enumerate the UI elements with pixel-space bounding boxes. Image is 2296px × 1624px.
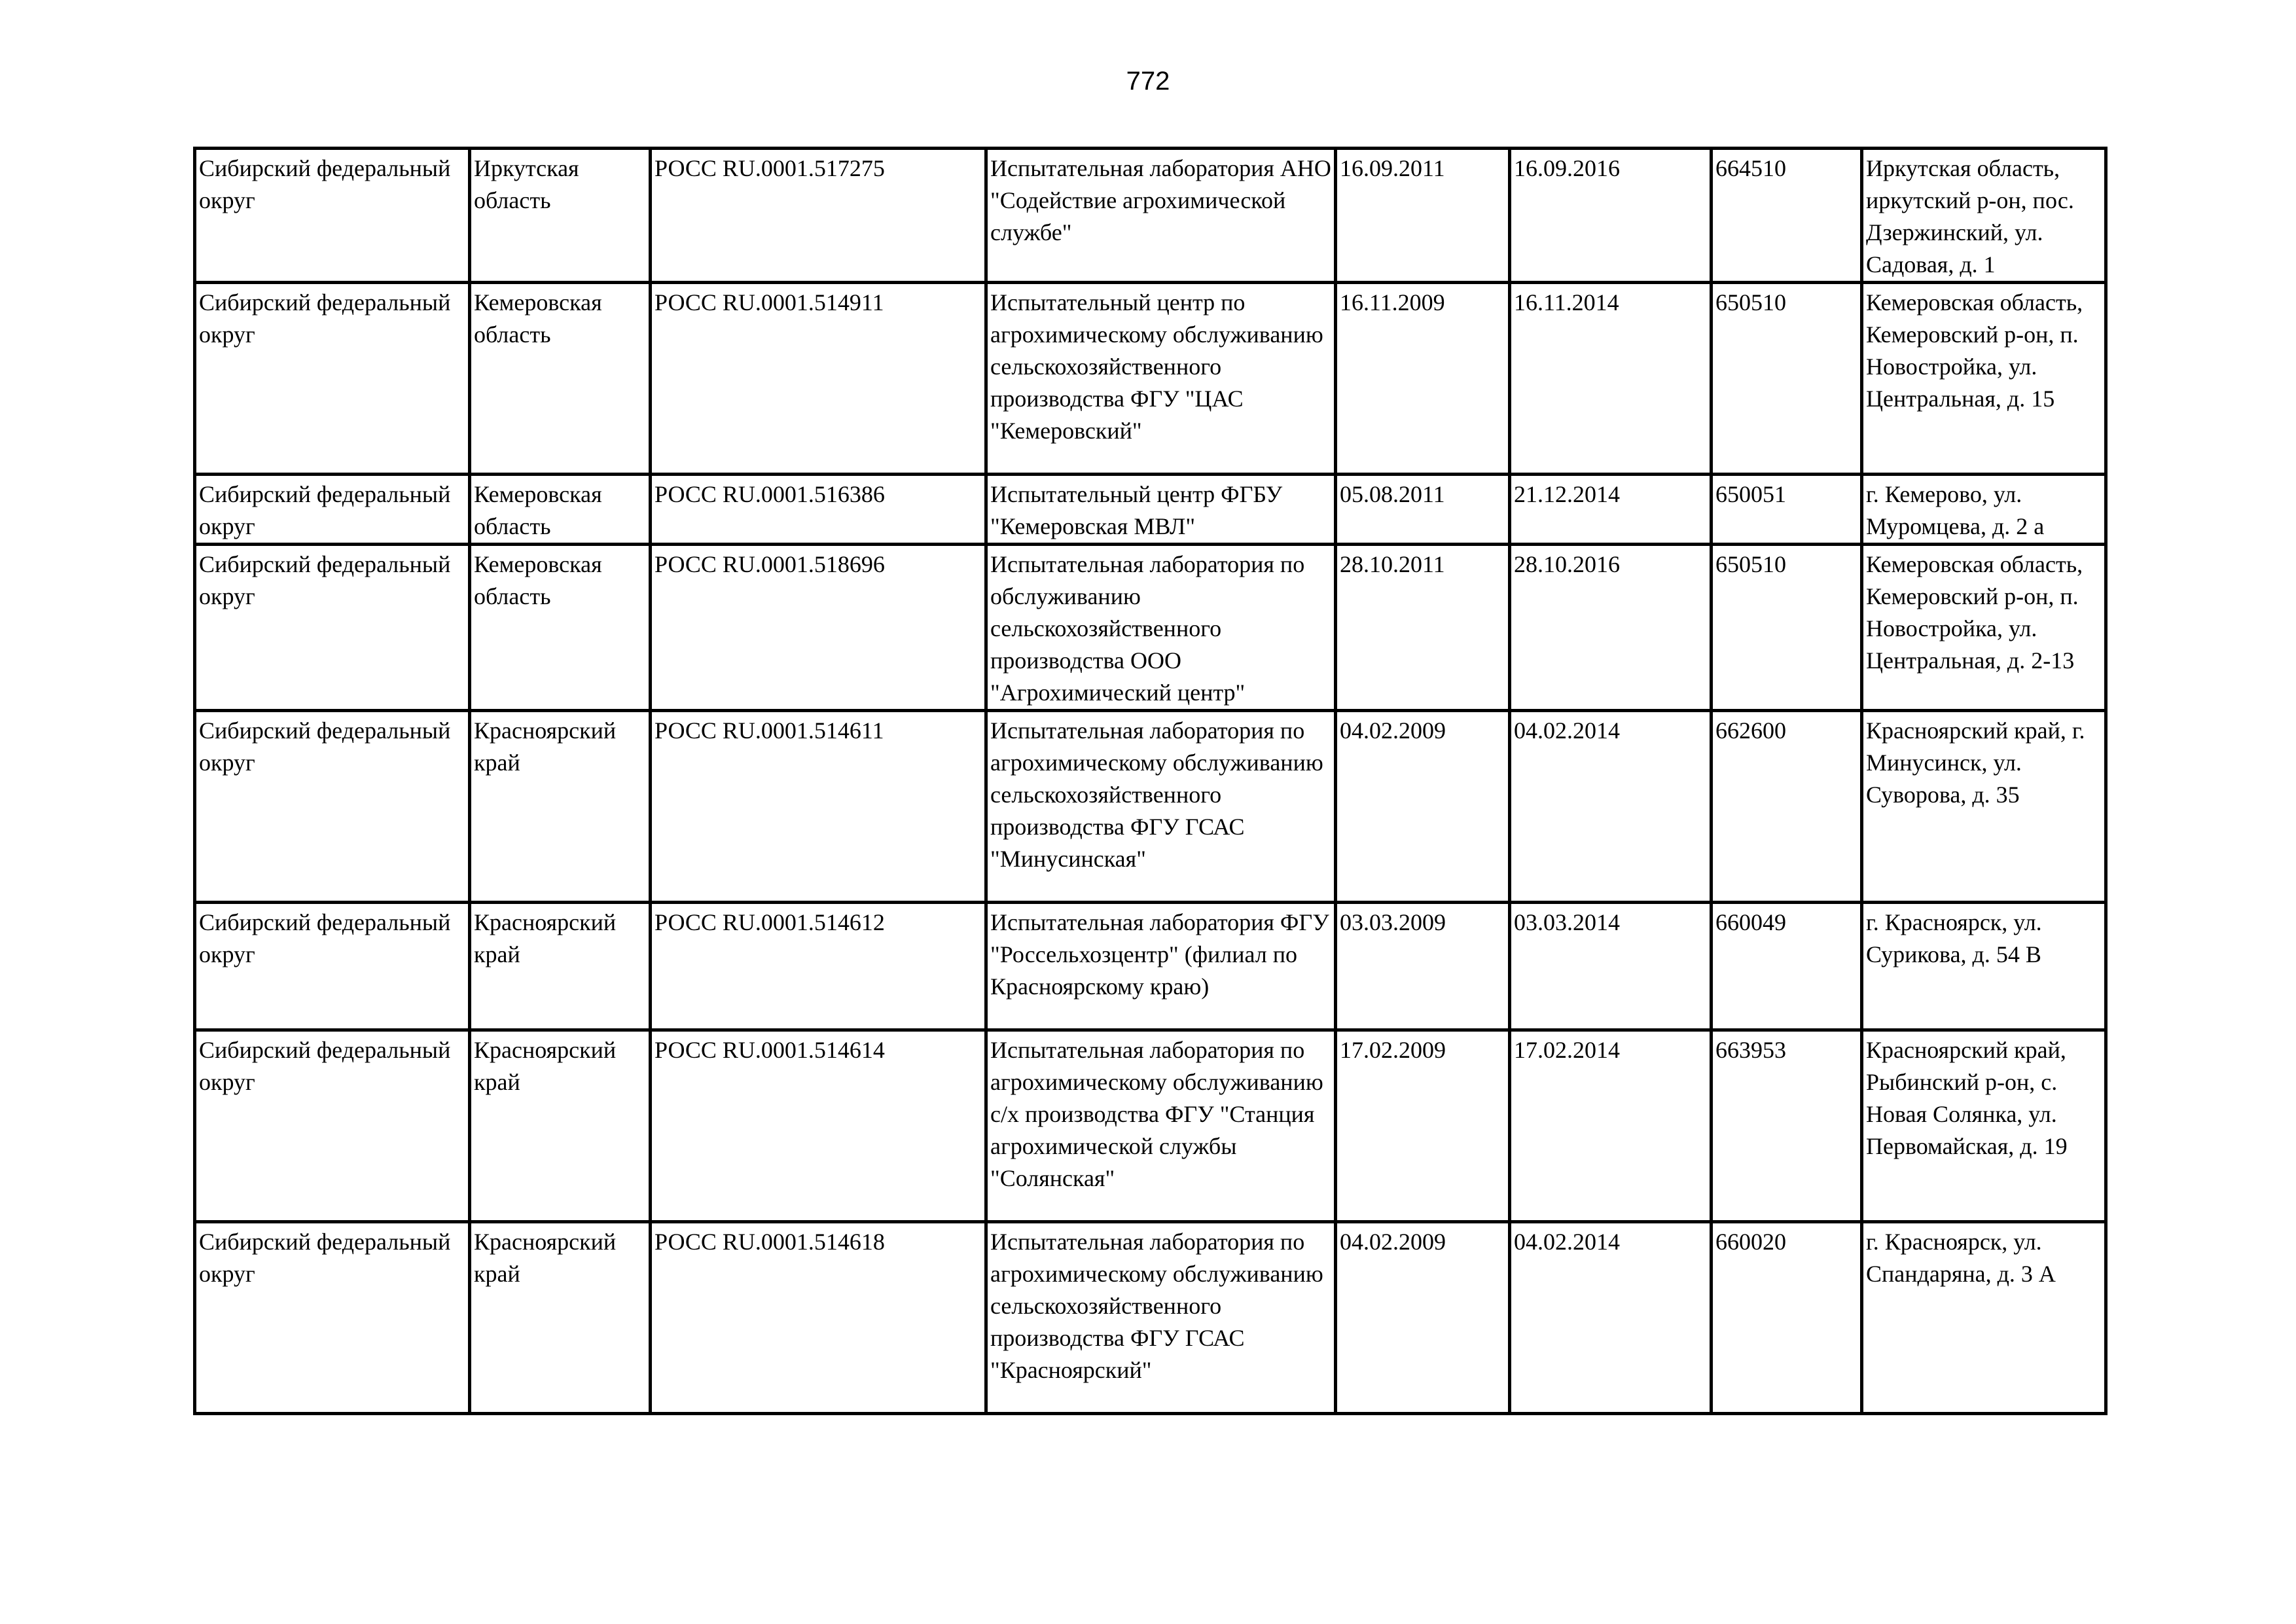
cell-address: Красноярский край, г. Минусинск, ул. Суворова, д. 35 [1862,711,2106,903]
table-row [195,149,2106,283]
table-row [195,475,2106,545]
cell-date-from: 03.03.2009 [1336,903,1510,1030]
cell-federal-district: Сибирский федеральный округ [195,1222,470,1414]
cell-address: г. Красноярск, ул. Спандаряна, д. 3 А [1862,1222,2106,1414]
table-row [195,1222,2106,1414]
cell-region: Кемеровская область [470,283,651,475]
cell-postal-index: 663953 [1712,1030,1862,1222]
cell-postal-index: 650510 [1712,283,1862,475]
cell-registration-number: РОСС RU.0001.514611 [651,711,986,903]
table-row [195,711,2106,903]
cell-registration-number: РОСС RU.0001.514614 [651,1030,986,1222]
cell-postal-index: 650510 [1712,545,1862,711]
cell-address: Кемеровская область, Кемеровский р-он, п. Новостройка, ул. Центральная, д. 15 [1862,283,2106,475]
cell-date-to: 16.09.2016 [1510,149,1712,283]
cell-laboratory-name: Испытательная лаборатория по агрохимическому обслуживанию сельскохозяйственного производства ФГУ ГСАС "Минусинская" [986,711,1336,903]
cell-laboratory-name: Испытательная лаборатория ФГУ "Россельхозцентр" (филиал по Красноярскому краю) [986,903,1336,1030]
cell-registration-number: РОСС RU.0001.516386 [651,475,986,545]
cell-address: Кемеровская область, Кемеровский р-он, п. Новостройка, ул. Центральная, д. 2-13 [1862,545,2106,711]
cell-federal-district: Сибирский федеральный округ [195,283,470,475]
cell-registration-number: РОСС RU.0001.518696 [651,545,986,711]
cell-laboratory-name: Испытательная лаборатория по агрохимическому обслуживанию сельскохозяйственного производства ФГУ ГСАС "Красноярский" [986,1222,1336,1414]
cell-postal-index: 664510 [1712,149,1862,283]
cell-address: г. Красноярск, ул. Сурикова, д. 54 В [1862,903,2106,1030]
cell-postal-index: 650051 [1712,475,1862,545]
cell-region: Кемеровская область [470,475,651,545]
table-row [195,545,2106,711]
cell-address: г. Кемерово, ул. Муромцева, д. 2 а [1862,475,2106,545]
table-row [195,1030,2106,1222]
cell-laboratory-name: Испытательный центр ФГБУ "Кемеровская МВЛ" [986,475,1336,545]
cell-date-to: 17.02.2014 [1510,1030,1712,1222]
cell-federal-district: Сибирский федеральный округ [195,149,470,283]
cell-date-from: 04.02.2009 [1336,1222,1510,1414]
cell-date-to: 21.12.2014 [1510,475,1712,545]
cell-federal-district: Сибирский федеральный округ [195,903,470,1030]
cell-postal-index: 660020 [1712,1222,1862,1414]
cell-address: Иркутская область, иркутский р-он, пос. Дзержинский, ул. Садовая, д. 1 [1862,149,2106,283]
table-row [195,903,2106,1030]
cell-registration-number: РОСС RU.0001.517275 [651,149,986,283]
cell-region: Красноярский край [470,711,651,903]
cell-date-from: 28.10.2011 [1336,545,1510,711]
cell-laboratory-name: Испытательная лаборатория по агрохимическому обслуживанию с/х производства ФГУ "Станция агрохимической службы "Солянская" [986,1030,1336,1222]
cell-date-from: 16.09.2011 [1336,149,1510,283]
cell-address: Красноярский край, Рыбинский р-он, с. Новая Солянка, ул. Первомайская, д. 19 [1862,1030,2106,1222]
cell-region: Красноярский край [470,903,651,1030]
cell-federal-district: Сибирский федеральный округ [195,711,470,903]
cell-date-to: 16.11.2014 [1510,283,1712,475]
cell-laboratory-name: Испытательная лаборатория АНО "Содействие агрохимической службе" [986,149,1336,283]
cell-region: Кемеровская область [470,545,651,711]
cell-federal-district: Сибирский федеральный округ [195,475,470,545]
cell-registration-number: РОСС RU.0001.514618 [651,1222,986,1414]
cell-date-from: 05.08.2011 [1336,475,1510,545]
cell-postal-index: 660049 [1712,903,1862,1030]
cell-federal-district: Сибирский федеральный округ [195,1030,470,1222]
cell-date-to: 03.03.2014 [1510,903,1712,1030]
cell-region: Иркутская область [470,149,651,283]
cell-date-to: 28.10.2016 [1510,545,1712,711]
cell-laboratory-name: Испытательная лаборатория по обслуживанию сельскохозяйственного производства ООО "Агрохимический центр" [986,545,1336,711]
cell-region: Красноярский край [470,1222,651,1414]
cell-date-to: 04.02.2014 [1510,1222,1712,1414]
cell-date-from: 04.02.2009 [1336,711,1510,903]
cell-registration-number: РОСС RU.0001.514911 [651,283,986,475]
cell-date-to: 04.02.2014 [1510,711,1712,903]
cell-postal-index: 662600 [1712,711,1862,903]
page-number: 772 [1126,67,1170,96]
cell-federal-district: Сибирский федеральный округ [195,545,470,711]
laboratory-registry-table [193,147,2108,1415]
cell-date-from: 17.02.2009 [1336,1030,1510,1222]
cell-date-from: 16.11.2009 [1336,283,1510,475]
cell-registration-number: РОСС RU.0001.514612 [651,903,986,1030]
table-row [195,283,2106,475]
cell-region: Красноярский край [470,1030,651,1222]
cell-laboratory-name: Испытательный центр по агрохимическому обслуживанию сельскохозяйственного производства ФГУ "ЦАС "Кемеровский" [986,283,1336,475]
